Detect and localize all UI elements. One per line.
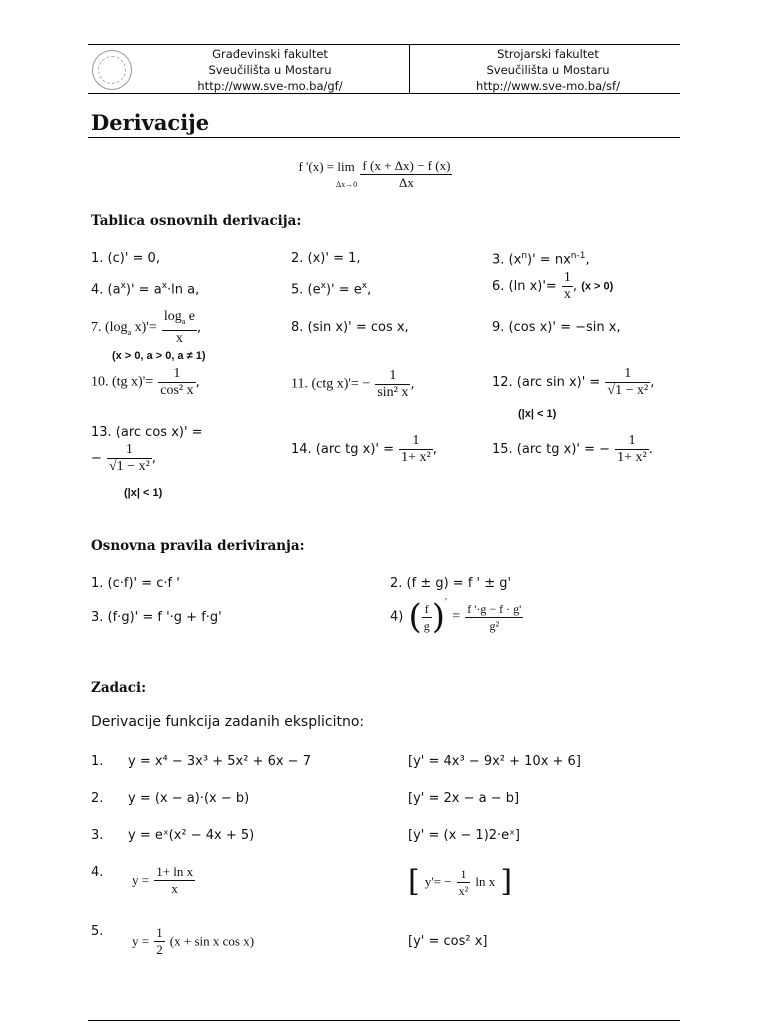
header-left-line2: Sveučilišta u Mostaru: [208, 63, 332, 77]
task-5-answer: [y' = cos² x]: [408, 934, 488, 949]
task-3-function: y = eˣ(x² − 4x + 5): [128, 828, 255, 843]
task-1-answer: [y' = 4x³ − 9x² + 10x + 6]: [408, 754, 581, 769]
deriv-7-condition: (x > 0, a > 0, a ≠ 1): [112, 350, 206, 362]
deriv-9: 9. (cos x)' = −sin x,: [492, 320, 621, 335]
tasks-heading: Zadaci:: [91, 680, 147, 696]
footer-rule: [88, 1020, 680, 1021]
rule-1: 1. (c·f)' = c·f ': [91, 576, 180, 591]
header-right-url[interactable]: http://www.sve-mo.ba/sf/: [476, 79, 620, 93]
definition-lhs: f '(x) = lim: [298, 158, 355, 174]
task-2-answer: [y' = 2x − a − b]: [408, 791, 520, 806]
deriv-6: 6. (ln x)'= $\frac{1}{x}$ , (x > 0): [492, 270, 614, 302]
deriv-2: 2. (x)' = 1,: [291, 251, 361, 266]
task-1-number: 1.: [91, 754, 104, 769]
deriv-12-condition: (|x| < 1): [518, 408, 557, 420]
deriv-8: 8. (sin x)' = cos x,: [291, 320, 409, 335]
tasks-intro: Derivacije funkcija zadanih eksplicitno:: [91, 714, 365, 730]
header-right: [418, 46, 678, 94]
table-heading: Tablica osnovnih derivacija:: [91, 213, 302, 229]
rule-2: 2. (f ± g) = f ' ± g': [390, 576, 512, 591]
deriv-10: 10. (tg x)'= $\frac{1}{\text{cos² x}}$ ,: [91, 366, 200, 398]
deriv-11: 11. (ctg x)'= − $\frac{1}{\text{sin² x}}$ ,: [291, 368, 415, 400]
deriv-12: 12. (arc sin x)' = $\frac{1}{\text{√1 − x²}}$ ,: [492, 366, 655, 398]
header-left-url[interactable]: http://www.sve-mo.ba/gf/: [197, 79, 343, 93]
deriv-1: 1. (c)' = 0,: [91, 251, 160, 266]
rule-4: 4) ( $\frac{f}{g}$ )′ = $\frac{f '\cdot g - f \cdot g'}{\text{g²}}$: [390, 597, 522, 637]
task-4-number: 4.: [91, 865, 104, 880]
header-top-rule: [88, 44, 680, 45]
task-5-number: 5.: [91, 924, 104, 939]
deriv-4: 4. $(a^x)' = a^x\cdot\ln$ a,: [91, 281, 200, 298]
deriv-13: − $\frac{1}{\text{√1 − x²}}$ ,: [91, 442, 156, 474]
task-4-answer: [ y'= − $\frac{1}{\text{x²}}$ ln x ]: [408, 864, 513, 899]
deriv-3: 3. $(x^n)' = nx^{n-1}$,: [492, 251, 590, 268]
rules-heading: Osnovna pravila deriviranja:: [91, 538, 305, 554]
seal-inner-ring: [98, 56, 126, 84]
header-left: [140, 46, 400, 94]
task-2-function: y = (x − a)·(x − b): [128, 791, 250, 806]
deriv-14: 14. (arc tg x)' = $\frac{1}{\text{1+ x²}}$ ,: [291, 433, 437, 465]
header-right-line1: Strojarski fakultet: [497, 47, 599, 61]
header-separator: [409, 44, 410, 94]
task-4-function: y = $\frac{\text{1+ ln x}}{x}$: [132, 864, 194, 896]
deriv-13-condition: (|x| < 1): [124, 487, 163, 499]
page-title: Derivacije: [91, 110, 210, 135]
deriv-5: 5. $(e^x)' = e^x$,: [291, 281, 372, 298]
definition-denominator: Δx: [360, 174, 452, 191]
deriv-13-label: 13. (arc cos x)' =: [91, 425, 203, 440]
definition-formula: [296, 158, 452, 191]
deriv-6-condition: (x > 0): [581, 280, 614, 293]
definition-numerator: f (x + Δx) − f (x): [362, 158, 451, 173]
task-1-function: y = x⁴ − 3x³ + 5x² + 6x − 7: [128, 754, 311, 769]
task-3-answer: [y' = (x − 1)2·eˣ]: [408, 828, 521, 843]
header-left-line1: Građevinski fakultet: [212, 47, 328, 61]
task-5-function: y = $\frac{1}{2}$ (x + sin x cos x): [132, 925, 255, 957]
header-right-line2: Sveučilišta u Mostaru: [486, 63, 610, 77]
rule-3: 3. (f·g)' = f '·g + f·g': [91, 610, 222, 625]
task-3-number: 3.: [91, 828, 104, 843]
definition-limit-sub: Δx→0: [336, 179, 358, 189]
task-2-number: 2.: [91, 791, 104, 806]
title-rule: [88, 137, 680, 138]
deriv-15: 15. (arc tg x)' = − $\frac{1}{\text{1+ x²}}$ .: [492, 433, 653, 465]
deriv-7: 7. ($\log_a$ x)'= $\frac{\log_a e}{x}$ ,: [91, 309, 202, 346]
